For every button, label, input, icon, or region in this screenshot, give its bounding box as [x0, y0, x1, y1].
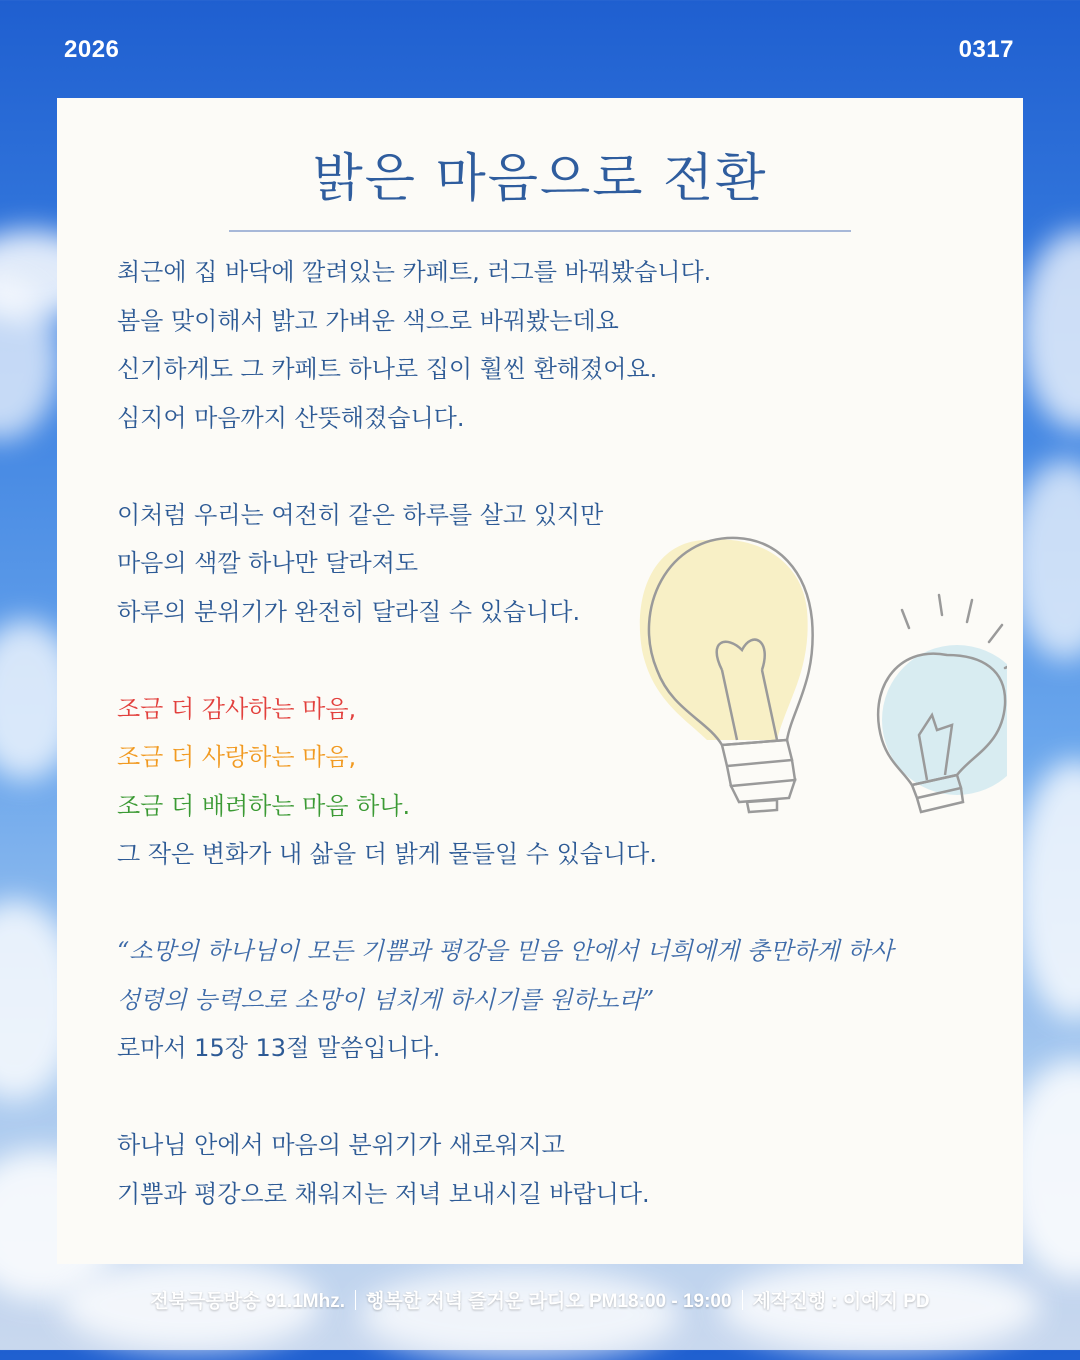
date-label: 0317 — [958, 36, 1014, 63]
year-label: 2026 — [64, 36, 120, 63]
paragraph-line: 신기하게도 그 카페트 하나로 집이 훨씬 환해졌어요. — [117, 355, 658, 383]
footer-separator — [355, 1290, 356, 1310]
paragraph-line: 그 작은 변화가 내 삶을 더 밝게 물들일 수 있습니다. — [117, 840, 657, 868]
verse-quote-line: “소망의 하나님이 모든 기쁨과 평강을 믿음 안에서 너희에게 충만하게 하사 — [117, 937, 894, 965]
verse-quote-line: 성령의 능력으로 소망이 넘치게 하시기를 원하노라” — [117, 985, 655, 1014]
page-title: 밝은 마음으로 전환 — [312, 149, 768, 209]
care-line: 조금 더 배려하는 마음 하나. — [117, 791, 411, 820]
paragraph-line: 기쁨과 평강으로 채워지는 저녁 보내시길 바랍니다. — [117, 1179, 650, 1208]
love-line: 조금 더 사랑하는 마음, — [117, 743, 357, 771]
footer-credits — [0, 1286, 1080, 1313]
paragraph-line: 하루의 분위기가 완전히 달라질 수 있습니다. — [117, 597, 581, 626]
verse-reference: 로마서 15장 13절 말씀입니다. — [117, 1034, 441, 1062]
footer-separator — [742, 1290, 743, 1310]
lightbulb-icon — [878, 595, 1007, 812]
gratitude-line: 조금 더 감사하는 마음, — [117, 694, 357, 723]
lightbulb-icon — [640, 538, 813, 812]
paragraph-line: 심지어 마음까지 산뜻해졌습니다. — [117, 403, 465, 432]
lightbulbs-illustration — [627, 530, 1007, 820]
paragraph-line: 하나님 안에서 마음의 분위기가 새로워지고 — [117, 1131, 565, 1159]
paragraph-line: 마음의 색깔 하나만 달라져도 — [117, 549, 419, 577]
paragraph-line: 최근에 집 바닥에 깔려있는 카페트, 러그를 바꿔봤습니다. — [117, 258, 712, 286]
program-name: 행복한 저녁 즐거운 라디오 PM18:00 - 19:00 — [365, 1291, 732, 1312]
paragraph-line: 이처럼 우리는 여전히 같은 하루를 살고 있지만 — [117, 500, 604, 529]
message-card — [57, 98, 1023, 1264]
title-divider — [229, 230, 851, 232]
station-name: 전북극동방송 91.1Mhz. — [150, 1291, 345, 1312]
paragraph-line: 봄을 맞이해서 밝고 가벼운 색으로 바꿔봤는데요 — [117, 306, 619, 335]
producer-credit: 제작진행 : 이예지 PD — [752, 1291, 930, 1312]
